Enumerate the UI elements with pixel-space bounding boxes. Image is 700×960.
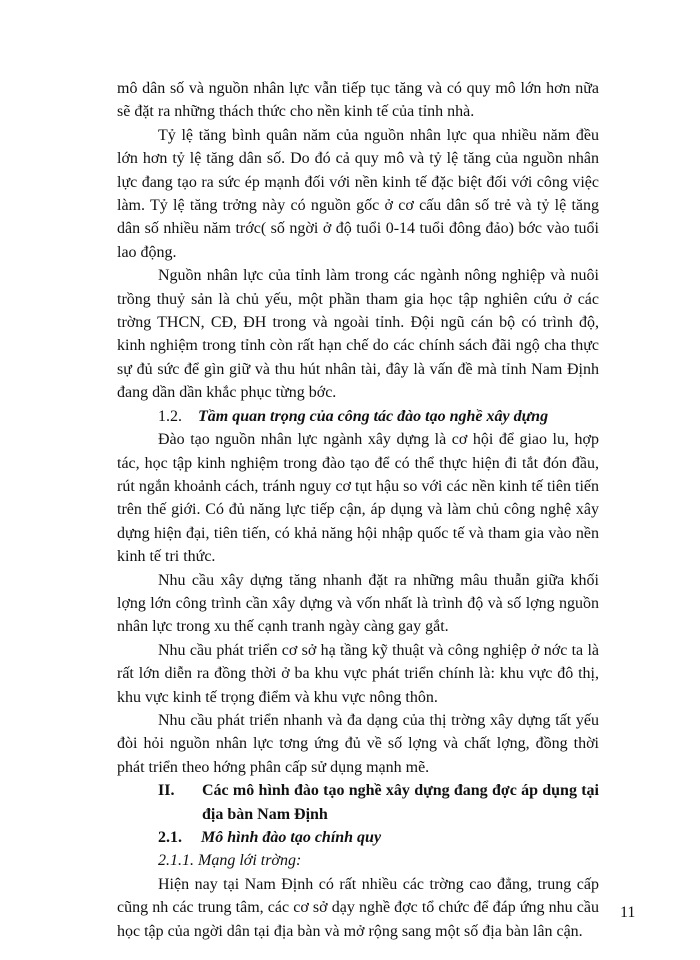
heading-2-1-title: Mô hình đào tạo chính quy: [201, 829, 382, 846]
paragraph-7: Nhu cầu phát triển nhanh và đa dạng của thị trờng xây dựng tất yếu đòi hỏi nguồn nhân lực tơng ứng đủ về số lợng và chất lợng, đồng thời phát triển theo hớng phân cấp sử dụng mạnh mẽ.: [117, 711, 599, 776]
paragraph-5: Nhu cầu xây dựng tăng nhanh đặt ra những mâu thuẫn giữa khối lợng lớn công trình cần xây dựng và vốn nhất là trình độ và số lợng nguồn nhân lực trong xu thế cạnh tranh ngày càng gay gắt.: [117, 571, 599, 636]
heading-1-2-title: Tầm quan trọng của công tác đào tạo nghề xây dựng: [198, 407, 549, 425]
heading-2-1-1: 2.1.1. Mạng lới trờng:: [158, 852, 302, 870]
heading-1-2: [117, 405, 599, 428]
paragraph-8: Hiện nay tại Nam Định có rất nhiều các trờng cao đẳng, trung cấp cũng nh các trung tâm, các cơ sở dạy nghề đợc tổ chức để đáp ứng nhu cầu học tập của ngời dân tại địa bàn và mở rộng sang một số địa bàn lân cận.: [117, 875, 599, 940]
heading-II: [117, 779, 599, 826]
page-body: [117, 77, 599, 943]
heading-II-number: II.: [158, 782, 175, 800]
heading-1-2-number: 1.2.: [158, 407, 182, 425]
paragraph-3: Nguồn nhân lực của tỉnh làm trong các ngành nông nghiệp và nuôi trồng thuỷ sản là chủ yếu, một phần tham gia học tập nghiên cứu ở các trờng THCN, CĐ, ĐH trong và ngoài tỉnh. Đội ngũ cán bộ có trình độ, kinh nghiệm trong tỉnh còn rất hạn chế do các chính sách đãi ngộ cha thực sự đủ sức để gìn giữ và thu hút nhân tài, đây là vấn đề mà tỉnh Nam Định đang dần dần khắc phục từng bớc.: [117, 267, 599, 402]
paragraph-1: mô dân số và nguồn nhân lực vẫn tiếp tục tăng và có quy mô lớn hơn nữa sẽ đặt ra những thách thức cho nền kinh tế của tỉnh nhà.: [117, 80, 599, 121]
heading-II-title: Các mô hình đào tạo nghề xây dựng đang đợc áp dụng tại địa bàn Nam Định: [202, 782, 599, 823]
heading-2-1: [117, 826, 599, 849]
paragraph-6: Nhu cầu phát triển cơ sở hạ tầng kỹ thuật và công nghiệp ở nớc ta là rất lớn diễn ra đồng thời ở ba khu vực phát triển chính là: khu vực đô thị, khu vực kinh tế trọng điểm và khu vực nông thôn.: [117, 641, 599, 706]
heading-2-1-number: 2.1.: [158, 829, 182, 846]
page-number: 11: [620, 904, 636, 921]
paragraph-2: Tỷ lệ tăng bình quân năm của nguồn nhân lực qua nhiều năm đều lớn hơn tỷ lệ tăng dân số. Do đó cả quy mô và tỷ lệ tăng của nguồn nhân lực đang tạo ra sức ép mạnh đối với nền kinh tế đặc biệt đối với công việc làm. Tỷ lệ tăng trởng này có nguồn gốc ở cơ cấu dân số trẻ và tỷ lệ tăng dân số nhiều năm trớc( số ngời ở độ tuổi 0-14 tuổi đông đảo) bớc vào tuổi lao động.: [117, 126, 599, 261]
paragraph-4: Đào tạo nguồn nhân lực ngành xây dựng là cơ hội để giao lu, hợp tác, học tập kinh nghiệm trong đào tạo để có thể thực hiện đi tắt đón đầu, rút ngắn khoảnh cách, tránh nguy cơ tụt hậu so với các nền kinh tế tiên tiến trên thế giới. Có đủ năng lực tiếp cận, áp dụng và làm chủ công nghệ xây dựng hiện đại, tiên tiến, có khả năng hội nhập quốc tế và tham gia vào nền kinh tế tri thức.: [117, 431, 599, 566]
